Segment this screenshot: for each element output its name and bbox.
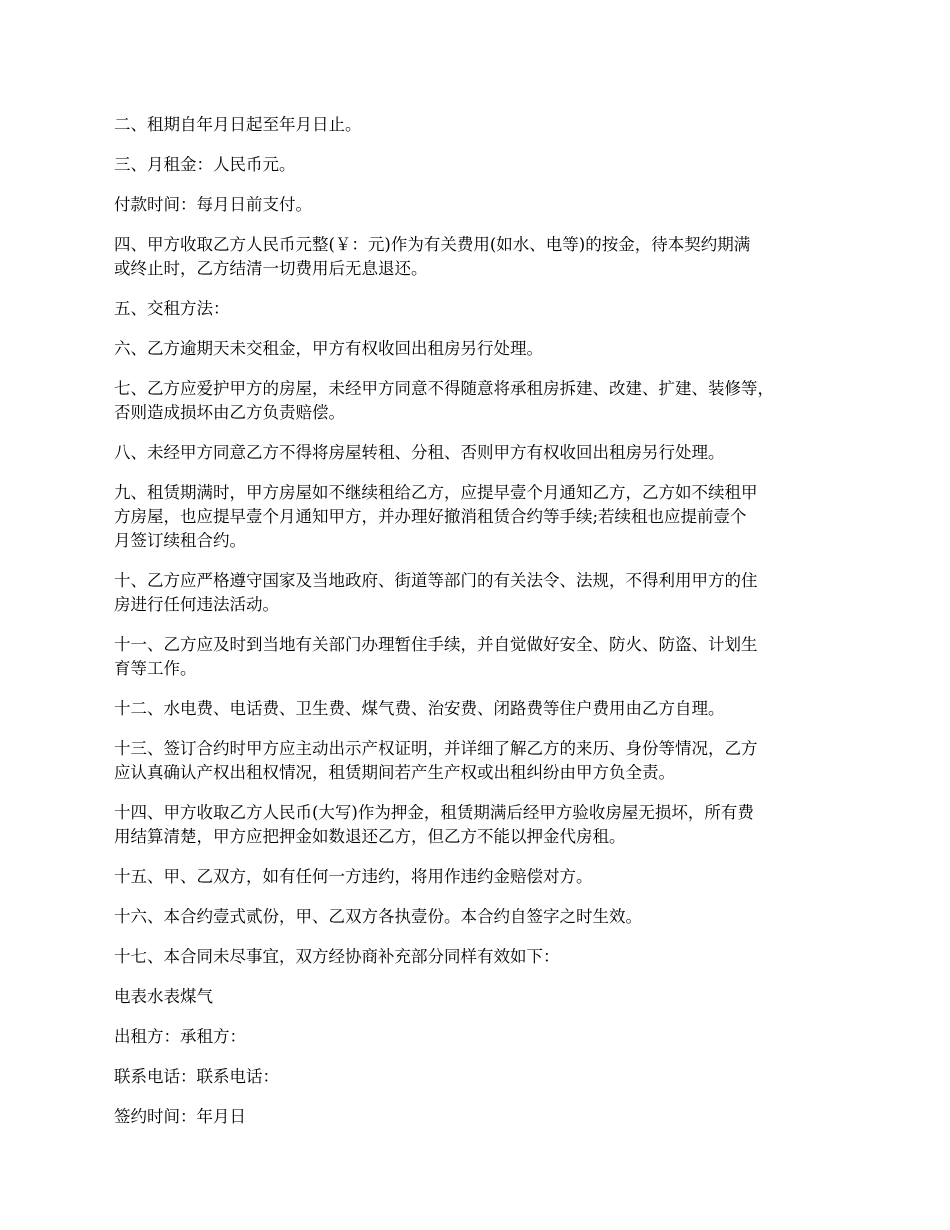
document-page <box>114 113 842 1145</box>
clause-legal-compliance: 十、乙方应严格遵守国家及当地政府、街道等部门的有关法令、法规，不得利用甲方的住 房进行任何违法活动。 <box>114 571 758 614</box>
clause-utility-fees: 十二、水电费、电话费、卫生费、煤气费、治安费、闭路费等住户费用由乙方自理。 <box>114 699 725 718</box>
clause-lease-term: 二、租期自年月日起至年月日止。 <box>114 115 362 134</box>
clause-monthly-rent: 三、月租金：人民币元。 <box>114 155 296 174</box>
clause-supplementary: 十七、本合同未尽事宜，双方经协商补充部分同样有效如下： <box>114 947 560 966</box>
clause-copies: 十六、本合约壹式贰份，甲、乙双方各执壹份。本合约自签字之时生效。 <box>114 907 642 926</box>
clause-property-rights: 十三、签订合约时甲方应主动出示产权证明，并详细了解乙方的来历、身份等情况，乙方 应认真确认产权出租权情况，租赁期间若产生产权或出租纠纷由甲方负全责。 <box>114 739 758 782</box>
clause-property-care: 七、乙方应爱护甲方的房屋，未经甲方同意不得随意将承租房拆建、改建、扩建、装修等， 否则造成损坏由乙方负责赔偿。 <box>114 379 774 422</box>
meter-readings: 电表水表煤气 <box>114 987 213 1006</box>
clause-breach: 十五、甲、乙双方，如有任何一方违约，将用作违约金赔偿对方。 <box>114 867 593 886</box>
signature-parties: 出租方：承租方： <box>114 1027 246 1046</box>
signature-date: 签约时间：年月日 <box>114 1107 246 1126</box>
clause-renewal: 九、租赁期满时，甲方房屋如不继续租给乙方，应提早壹个月通知乙方，乙方如不续租甲 方房屋，也应提早壹个月通知甲方，并办理好撤消租赁合约等手续;若续租也应提前壹个 月签订续租合约。 <box>114 483 758 550</box>
clause-security-deposit: 十四、甲方收取乙方人民币(大写)作为押金，租赁期满后经甲方验收房屋无损坏，所有费 用结算清楚，甲方应把押金如数退还乙方，但乙方不能以押金代房租。 <box>114 803 754 846</box>
clause-deposit: 四、甲方收取乙方人民币元整(￥：元)作为有关费用(如水、电等)的按金，待本契约期满 或终止时，乙方结清一切费用后无息退还。 <box>114 235 751 278</box>
clause-payment-method: 五、交租方法： <box>114 299 230 318</box>
signature-phones: 联系电话：联系电话： <box>114 1067 279 1086</box>
clause-residence-registration: 十一、乙方应及时到当地有关部门办理暂住手续，并自觉做好安全、防火、防盗、计划生 育等工作。 <box>114 635 758 678</box>
clause-sublet: 八、未经甲方同意乙方不得将房屋转租、分租、否则甲方有权收回出租房另行处理。 <box>114 443 725 462</box>
clause-late-rent: 六、乙方逾期天未交租金，甲方有权收回出租房另行处理。 <box>114 339 543 358</box>
clause-payment-time: 付款时间：每月日前支付。 <box>114 195 312 214</box>
